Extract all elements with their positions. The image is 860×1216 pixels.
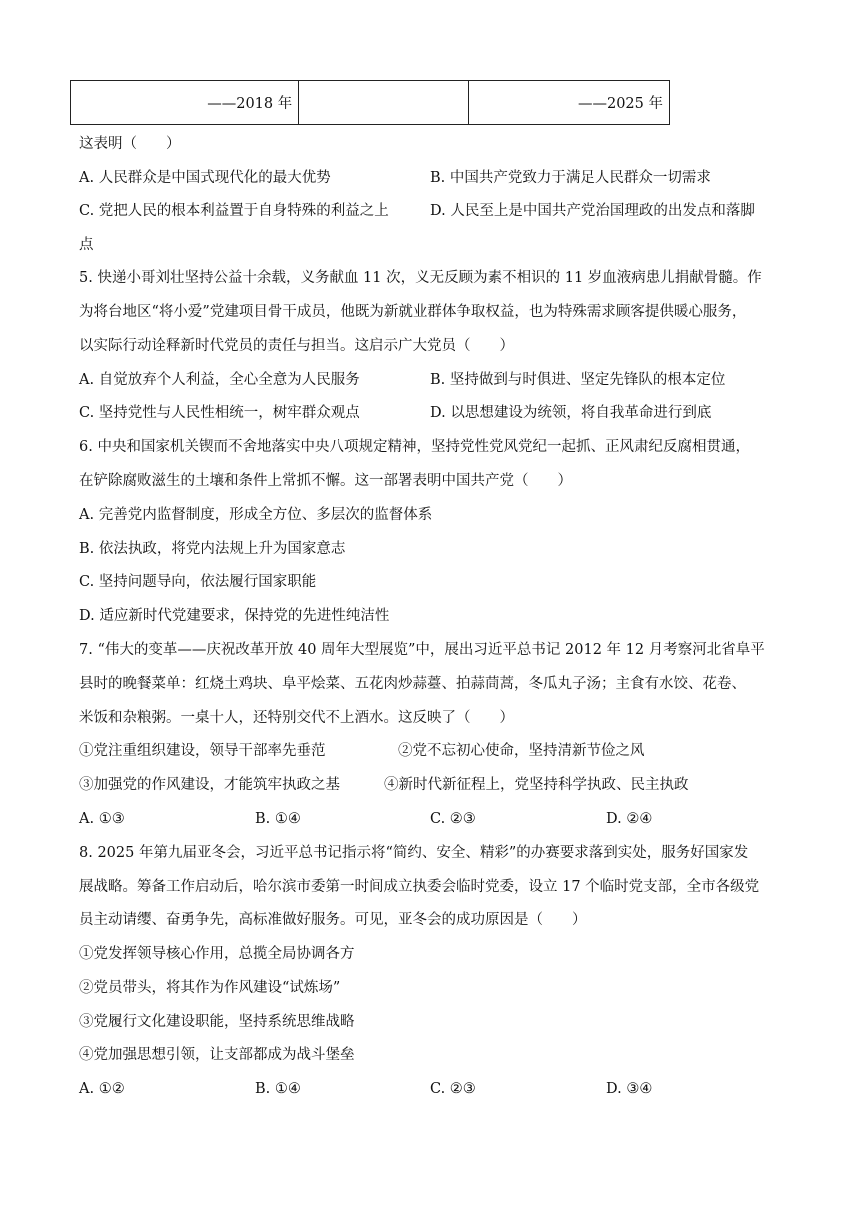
q6-option-b: B. 依法执政，将党内法规上升为国家意志: [79, 541, 346, 557]
q8-stem-line-1: 8. 2025 年第九届亚冬会，习近平总书记指示将“简约、安全、精彩”的办赛要求落到实处，服务好国家发: [79, 845, 749, 861]
q5-stem-line-1: 5. 快递小哥刘壮坚持公益十余载，义务献血 11 次，义无反顾为素不相识的 11 岁血液病患儿捐献骨髓。作: [79, 270, 762, 286]
q6-option-c: C. 坚持问题导向，依法履行国家职能: [79, 574, 317, 590]
q4-option-a: A. 人民群众是中国式现代化的最大优势: [79, 170, 331, 186]
table-cell-3-text: ——2025 年: [577, 96, 663, 112]
q7-stem-line-3: 米饭和杂粮粥。一桌十人，还特别交代不上酒水。这反映了（ ）: [79, 710, 514, 726]
q7-option-a: A. ①③: [79, 811, 125, 827]
q7-stem-line-2: 县时的晚餐菜单：红烧土鸡块、阜平烩菜、五花肉炒蒜薹、拍蒜茼蒿，冬瓜丸子汤；主食有水饺、花卷、: [79, 676, 746, 692]
q5-stem-line-2: 为将台地区“将小爱”党建项目骨干成员，他既为新就业群体争取权益，也为特殊需求顾客提供暖心服务，: [79, 304, 747, 320]
table-cell-1: [71, 81, 299, 124]
table-cell-2: [299, 81, 468, 124]
q4-option-d-cont: 点: [79, 237, 94, 253]
q6-stem-line-2: 在铲除腐败滋生的土壤和条件上常抓不懈。这一部署表明中国共产党（ ）: [79, 473, 572, 489]
q4-option-d: D. 人民至上是中国共产党治国理政的出发点和落脚: [430, 203, 755, 219]
q4-stem: 这表明（ ）: [79, 136, 181, 152]
q5-option-b: B. 坚持做到与时俱进、坚定先锋队的根本定位: [430, 372, 726, 388]
q5-option-c: C. 坚持党性与人民性相统一，树牢群众观点: [79, 405, 360, 421]
q8-option-c: C. ②③: [430, 1081, 476, 1097]
q7-option-d: D. ②④: [606, 811, 653, 827]
table-cell-1-text: ——2018 年: [207, 96, 293, 112]
q8-option-b: B. ①④: [255, 1081, 301, 1097]
q7-statement-3: ③加强党的作风建设，才能筑牢执政之基: [79, 777, 340, 793]
q7-statement-2: ②党不忘初心使命，坚持清新节俭之风: [398, 743, 645, 759]
q8-statement-3: ③党履行文化建设职能，坚持系统思维战略: [79, 1014, 355, 1030]
q5-option-d: D. 以思想建设为统领，将自我革命进行到底: [430, 405, 712, 421]
q6-option-a: A. 完善党内监督制度，形成全方位、多层次的监督体系: [79, 507, 433, 523]
q6-stem-line-1: 6. 中央和国家机关锲而不舍地落实中央八项规定精神，坚持党性党风党纪一起抓、正风肃纪反腐相贯通，: [79, 439, 750, 455]
q8-stem-line-2: 展战略。筹备工作启动后，哈尔滨市委第一时间成立执委会临时党委，设立 17 个临时党支部，全市各级党: [79, 879, 760, 895]
q7-option-b: B. ①④: [255, 811, 301, 827]
q8-statement-1: ①党发挥领导核心作用，总揽全局协调各方: [79, 946, 355, 962]
q7-stem-line-1: 7. “伟大的变革——庆祝改革开放 40 周年大型展览”中，展出习近平总书记 2012 年 12 月考察河北省阜平: [79, 642, 765, 658]
q4-option-c: C. 党把人民的根本利益置于自身特殊的利益之上: [79, 203, 389, 219]
q8-stem-line-3: 员主动请缨、奋勇争先，高标准做好服务。可见，亚冬会的成功原因是（ ）: [79, 912, 587, 928]
q5-option-a: A. 自觉放弃个人利益，全心全意为人民服务: [79, 372, 360, 388]
q7-statement-4: ④新时代新征程上，党坚持科学执政、民主执政: [384, 777, 689, 793]
q7-statement-1: ①党注重组织建设，领导干部率先垂范: [79, 743, 326, 759]
q8-option-a: A. ①②: [79, 1081, 125, 1097]
q8-option-d: D. ③④: [606, 1081, 653, 1097]
q4-option-b: B. 中国共产党致力于满足人民群众一切需求: [430, 170, 711, 186]
q6-option-d: D. 适应新时代党建要求，保持党的先进性纯洁性: [79, 608, 390, 624]
q8-statement-2: ②党员带头，将其作为作风建设“试炼场”: [79, 980, 341, 996]
quote-table: [70, 80, 670, 125]
q5-stem-line-3: 以实际行动诠释新时代党员的责任与担当。这启示广大党员（ ）: [79, 338, 514, 354]
table-cell-3: [469, 81, 669, 124]
q8-statement-4: ④党加强思想引领，让支部都成为战斗堡垒: [79, 1047, 355, 1063]
q7-option-c: C. ②③: [430, 811, 476, 827]
